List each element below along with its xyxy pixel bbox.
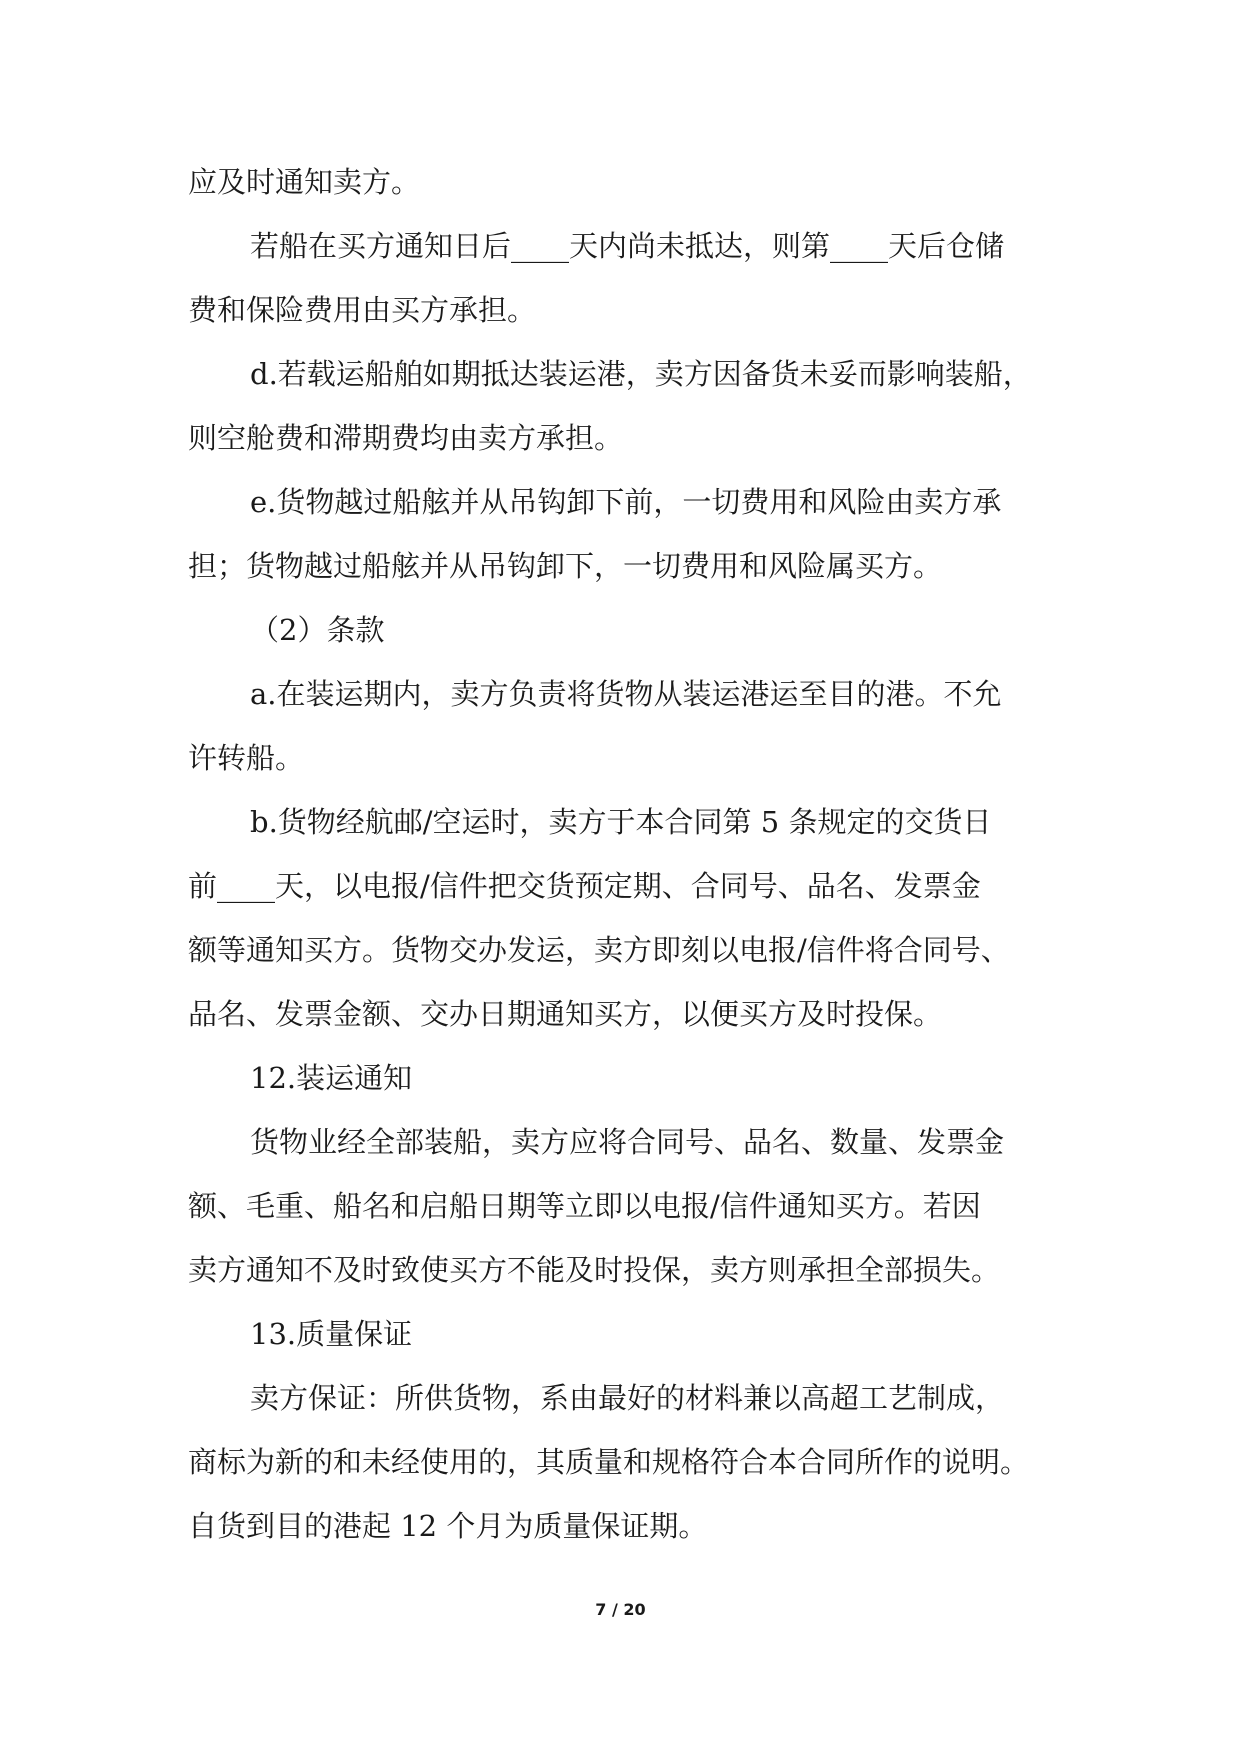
paragraph-line: 额等通知买方。货物交办发运，卖方即刻以电报/信件将合同号、 — [188, 933, 1010, 967]
paragraph-line: 货物业经全部装船，卖方应将合同号、品名、数量、发票金 — [250, 1125, 1005, 1159]
paragraph-line: 前____天，以电报/信件把交货预定期、合同号、品名、发票金 — [188, 869, 981, 903]
paragraph-line: 品名、发票金额、交办日期通知买方，以便买方及时投保。 — [188, 997, 943, 1031]
page-number: 7 / 20 — [595, 1600, 646, 1619]
section-heading: 12.装运通知 — [250, 1061, 413, 1095]
paragraph-line: 应及时通知卖方。 — [188, 165, 421, 199]
clause-heading: （2）条款 — [250, 613, 385, 647]
paragraph-line: d.若载运船舶如期抵达装运港，卖方因备货未妥而影响装船， — [250, 357, 1032, 391]
paragraph-line: 卖方保证：所供货物，系由最好的材料兼以高超工艺制成， — [250, 1381, 1005, 1415]
paragraph-line: 费和保险费用由买方承担。 — [188, 293, 537, 327]
paragraph-line: a.在装运期内，卖方负责将货物从装运港运至目的港。不允 — [250, 677, 1002, 711]
section-heading: 13.质量保证 — [250, 1317, 413, 1351]
paragraph-line: e.货物越过船舷并从吊钩卸下前，一切费用和风险由卖方承 — [250, 485, 1002, 519]
document-body — [188, 150, 1068, 1558]
paragraph-line: 额、毛重、船名和启船日期等立即以电报/信件通知买方。若因 — [188, 1189, 981, 1223]
paragraph-line: 许转船。 — [188, 741, 305, 775]
paragraph-line: 若船在买方通知日后____天内尚未抵达，则第____天后仓储 — [250, 229, 1005, 263]
paragraph-line: b.货物经航邮/空运时，卖方于本合同第 5 条规定的交货日 — [250, 805, 992, 839]
paragraph-line: 担；货物越过船舷并从吊钩卸下，一切费用和风险属买方。 — [188, 549, 943, 583]
paragraph-line: 则空舱费和滞期费均由卖方承担。 — [188, 421, 624, 455]
paragraph-line: 商标为新的和未经使用的，其质量和规格符合本合同所作的说明。 — [188, 1445, 1030, 1479]
paragraph-line: 自货到目的港起 12 个月为质量保证期。 — [188, 1509, 708, 1543]
paragraph-line: 卖方通知不及时致使买方不能及时投保，卖方则承担全部损失。 — [188, 1253, 1001, 1287]
